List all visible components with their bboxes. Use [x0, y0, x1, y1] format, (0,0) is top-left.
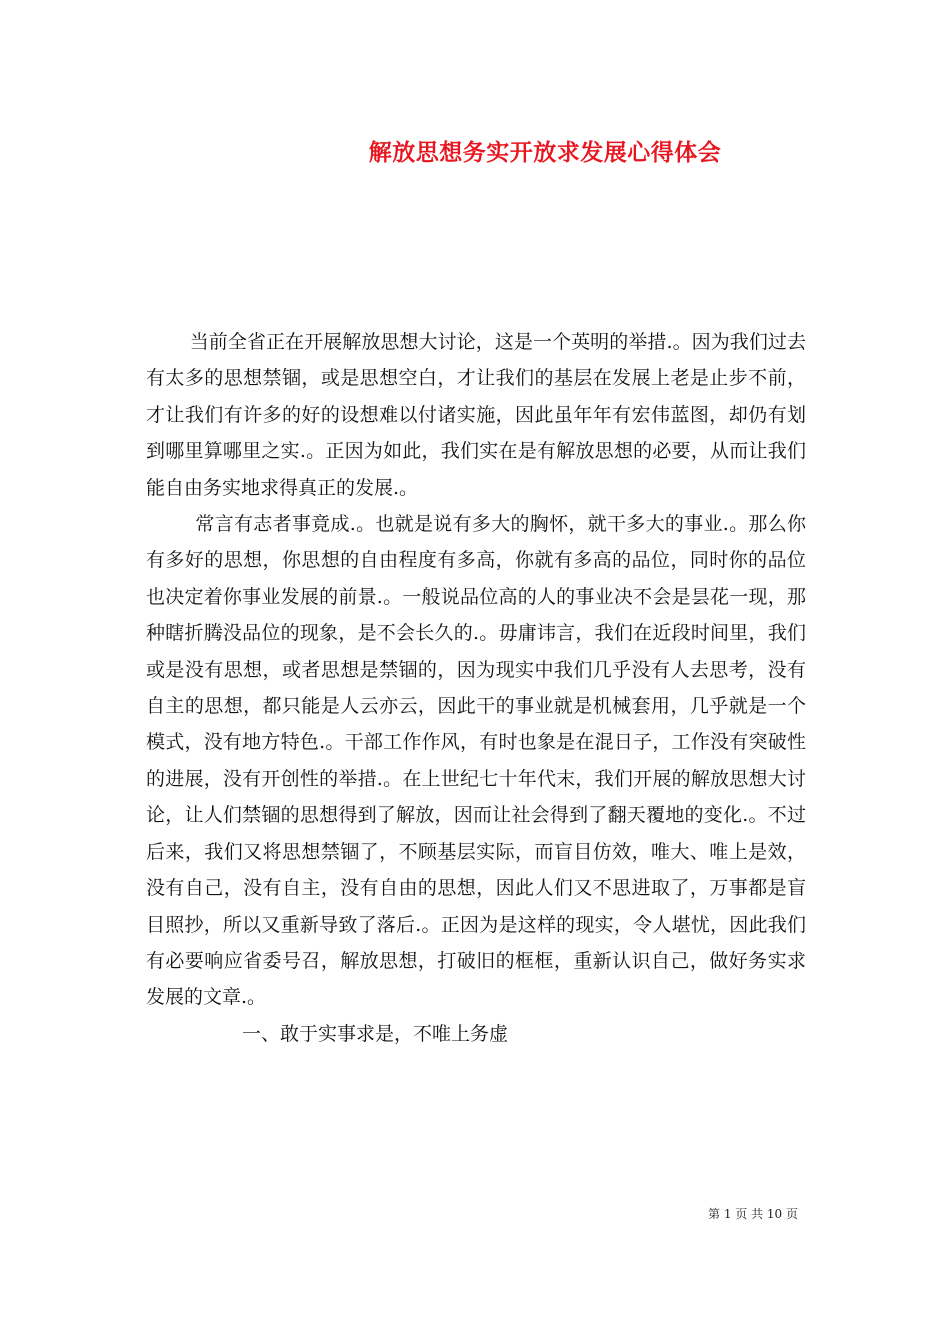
- paragraph-2: 常言有志者事竟成.。也就是说有多大的胸怀，就干多大的事业.。那么你有多好的思想，你思想的自由程度有多高，你就有多高的品位，同时你的品位也决定着你事业发展的前景.。一般说品位高的人的事业决不会是昙花一现，那种瞎折腾没品位的现象，是不会长久的.。毋庸讳言，我们在近段时间里，我们或是没有思想，或者思想是禁锢的，因为现实中我们几乎没有人去思考，没有自主的思想，都只能是人云亦云，因此干的事业就是机械套用，几乎就是一个模式，没有地方特色.。干部工作作风，有时也象是在混日子，工作没有突破性的进展，没有开创性的举措.。在上世纪七十年代末，我们开展的解放思想大讨论，让人们禁锢的思想得到了解放，因而让社会得到了翻天覆地的变化.。不过后来，我们又将思想禁锢了，不顾基层实际，而盲目仿效，唯大、唯上是效，没有自己，没有自主，没有自由的思想，因此人们又不思进取了，万事都是盲目照抄，所以又重新导致了落后.。正因为是这样的现实，令人堪忧，因此我们有必要响应省委号召，解放思想，打破旧的框框，重新认识自己，做好务实求发展的文章.。: [146, 513, 806, 1009]
- document-body: [146, 324, 806, 1052]
- paragraph-1: 当前全省正在开展解放思想大讨论，这是一个英明的举措.。因为我们过去有太多的思想禁锢，或是思想空白，才让我们的基层在发展上老是止步不前，才让我们有许多的好的设想难以付诸实施，因此虽年年有宏伟蓝图，却仍有划到哪里算哪里之实.。正因为如此，我们实在是有解放思想的必要，从而让我们能自由务实地求得真正的发展.。: [146, 331, 806, 499]
- page-number: 第 1 页 共 10 页: [708, 1207, 798, 1221]
- document-title: 解放思想务实开放求发展心得体会: [368, 139, 722, 166]
- section-heading: 一、敢于实事求是，不唯上务虚: [242, 1022, 509, 1045]
